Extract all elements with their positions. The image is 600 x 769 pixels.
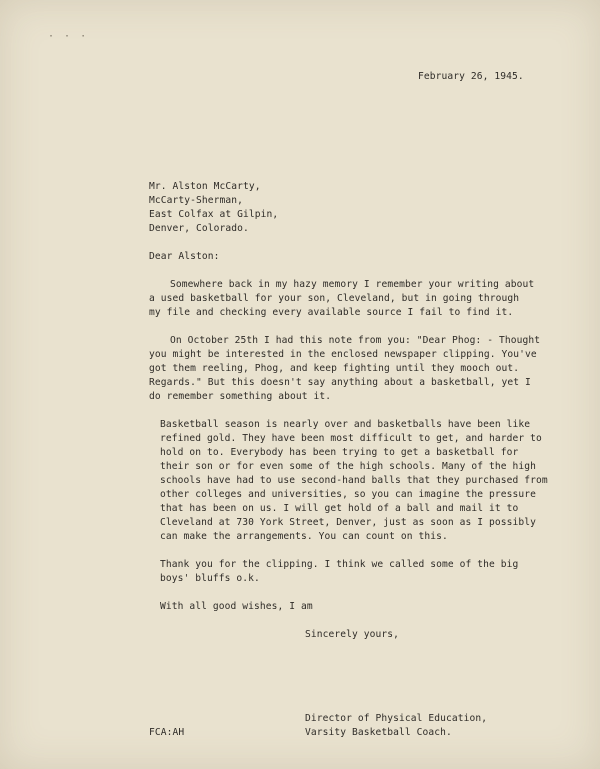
paragraph-line: my file and checking every available source I fail to find it. [149,307,514,318]
signature-title-line: Varsity Basketball Coach. [305,727,452,738]
good-wishes: With all good wishes, I am [160,601,313,612]
paragraph-line: you might be interested in the enclosed newspaper clipping. You've [149,349,537,360]
recipient-line: Mr. Alston McCarty, [149,181,261,192]
paragraph-line: Somewhere back in my hazy memory I remember your writing about [170,279,535,290]
paragraph-line: boys' bluffs o.k. [160,573,260,584]
paragraph-line: their son or for even some of the high schools. Many of the high [160,461,537,472]
recipient-line: McCarty-Sherman, [149,195,244,206]
paragraph-line: hold on to. Everybody has been trying to get a basketball for [160,447,519,458]
paragraph-line: can make the arrangements. You can count on this. [160,531,448,542]
recipient-line: East Colfax at Gilpin, [149,209,279,220]
paragraph-line: On October 25th I had this note from you: "Dear Phog: - Thought [170,335,541,346]
paragraph-line: that has been on us. I will get hold of a ball and mail it to [160,503,519,514]
paragraph-line: Regards." But this doesn't say anything about a basketball, yet I [149,377,531,388]
closing: Sincerely yours, [305,629,400,640]
paragraph-line: Cleveland at 730 York Street, Denver, just as soon as I possibly [160,517,537,528]
paragraph-line: refined gold. They have been most difficult to get, and harder to [160,433,542,444]
letter-date: February 26, 1945. [418,71,524,82]
reference-initials: FCA:AH [149,727,185,738]
paragraph-line: a used basketball for your son, Cleveland, but in going through [149,293,520,304]
signature-title-line: Director of Physical Education, [305,713,488,724]
paragraph-line: do remember something about it. [149,391,332,402]
paper-marks: · · · [48,31,89,42]
paragraph-line: got them reeling, Phog, and keep fighting until they mooch out. [149,363,520,374]
paragraph-line: schools have had to use second-hand balls that they purchased from [160,475,548,486]
recipient-line: Denver, Colorado. [149,223,249,234]
paragraph-line: Thank you for the clipping. I think we called some of the big [160,559,519,570]
paragraph-line: Basketball season is nearly over and basketballs have been like [160,419,531,430]
paragraph-line: other colleges and universities, so you can imagine the pressure [160,489,537,500]
salutation: Dear Alston: [149,251,220,262]
